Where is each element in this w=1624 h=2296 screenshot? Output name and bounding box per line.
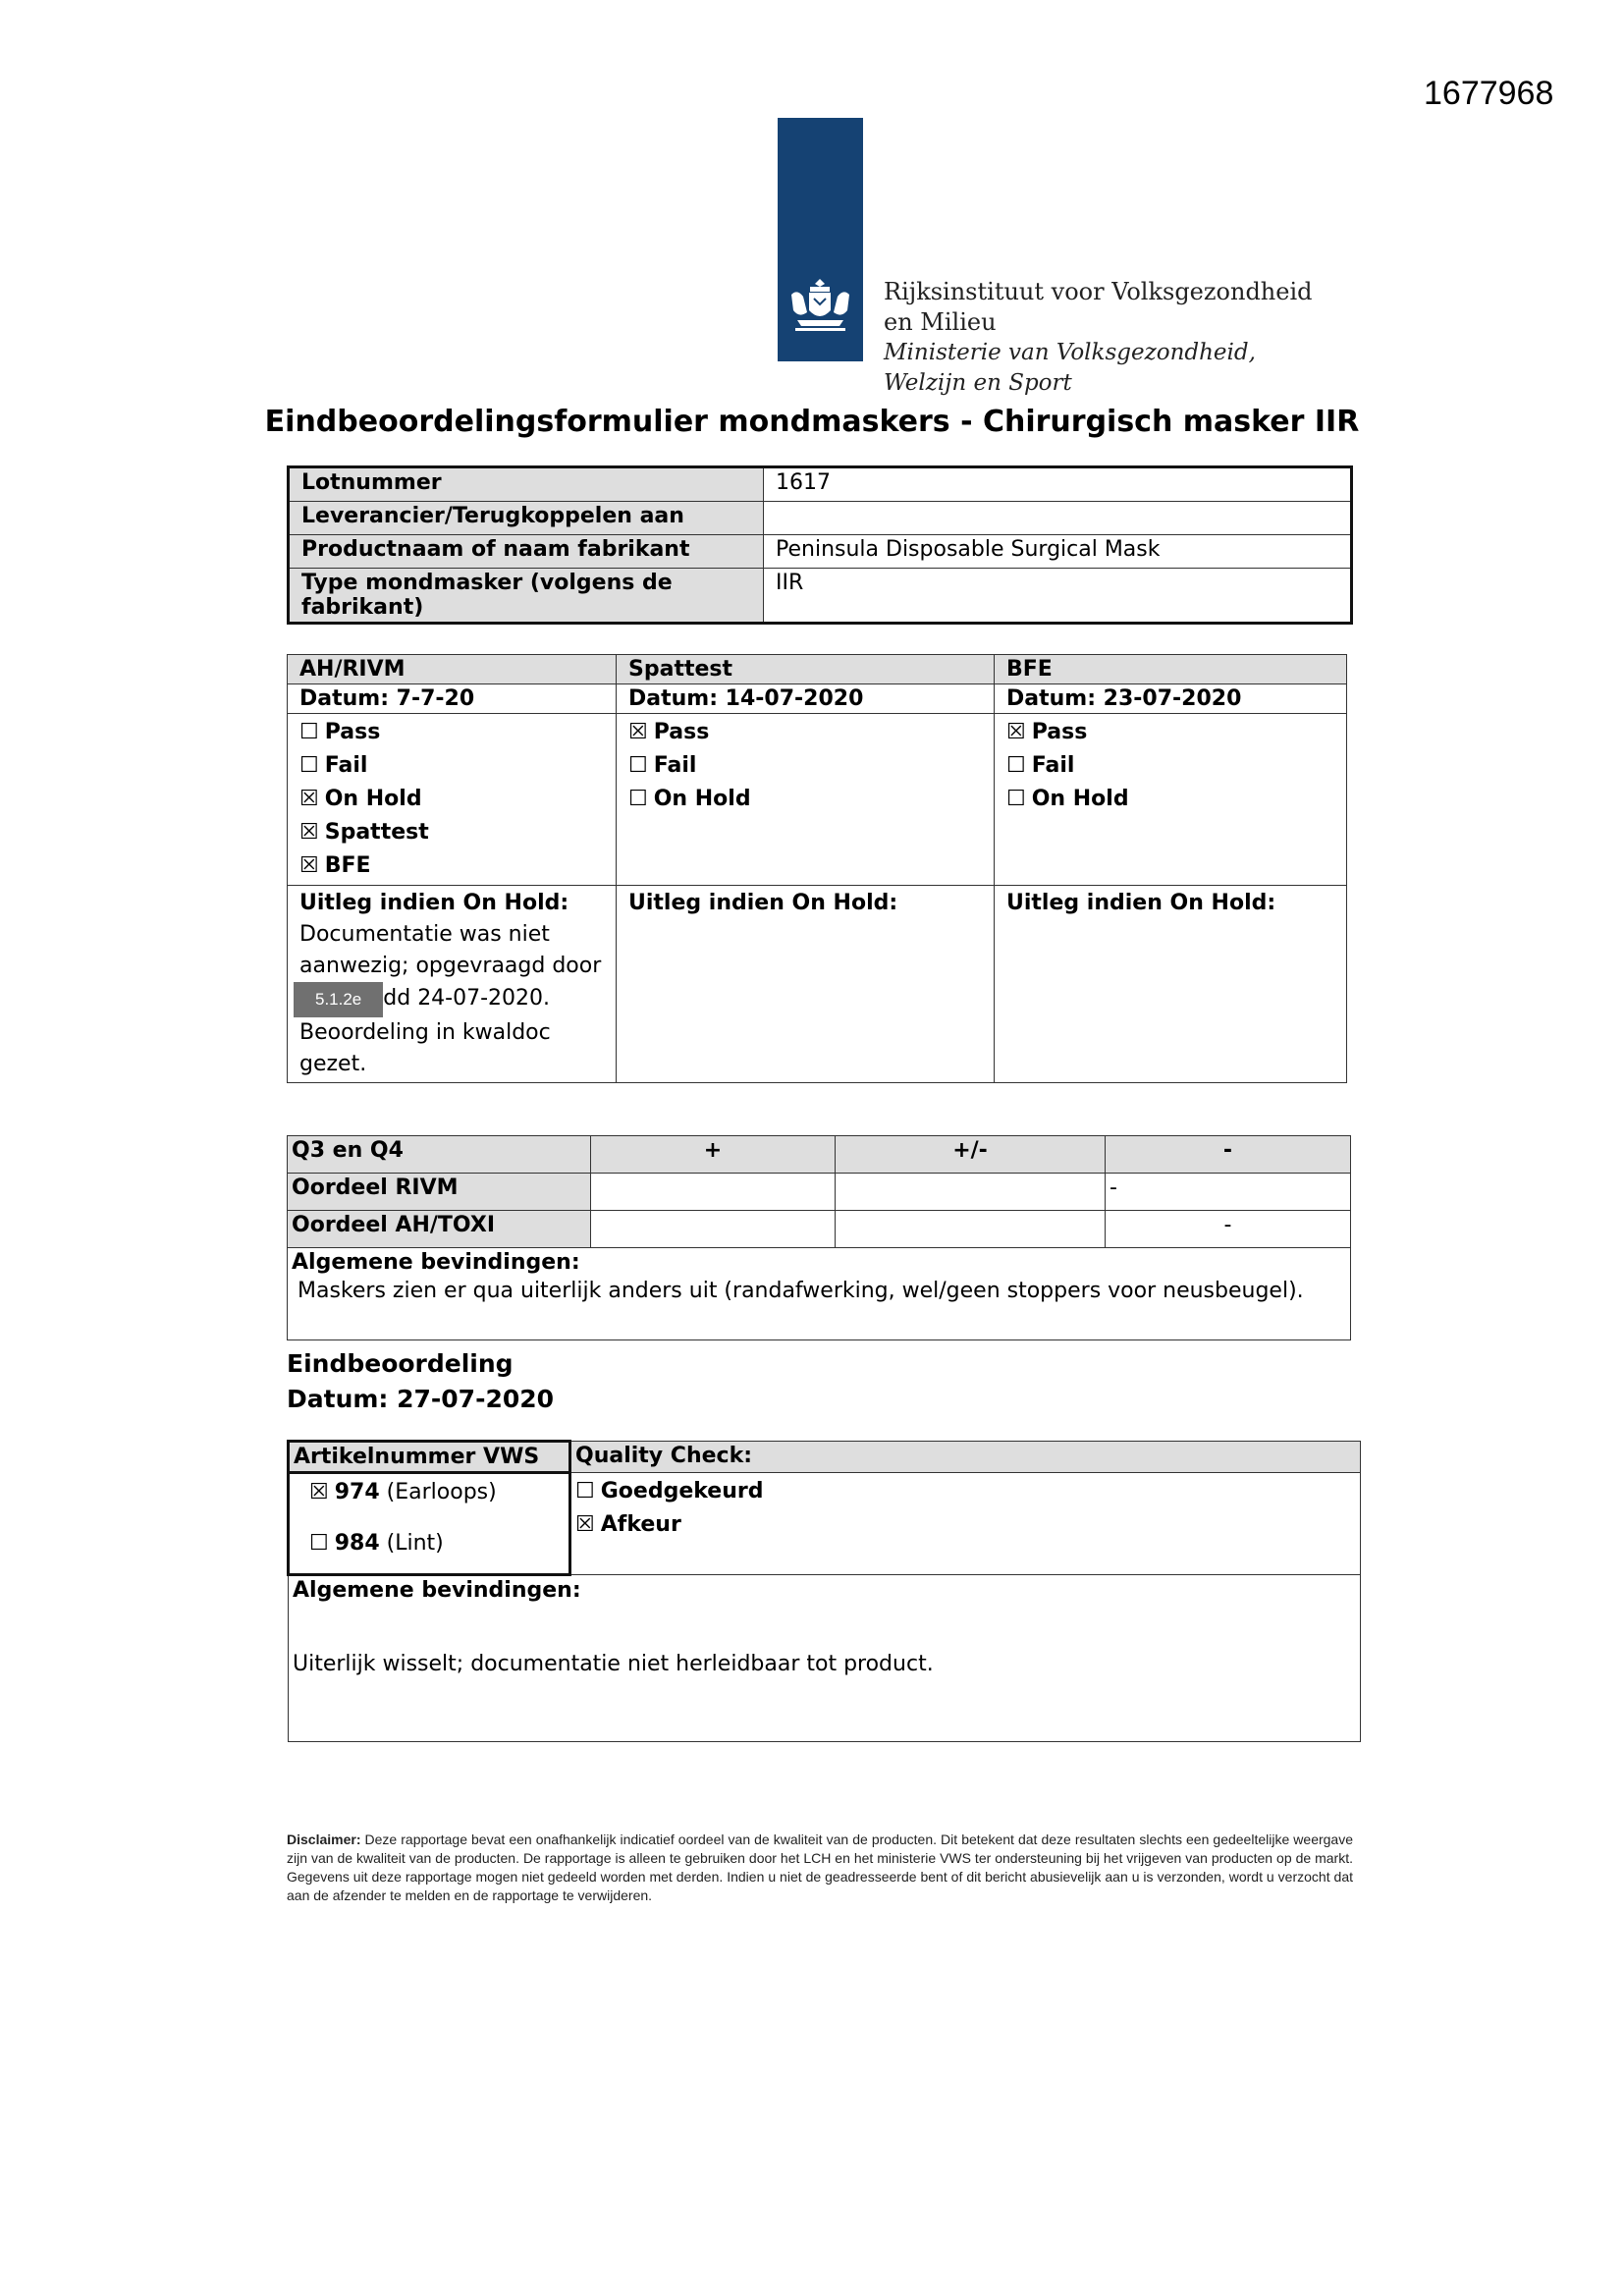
explanation-line bbox=[299, 982, 604, 1017]
disclaimer bbox=[287, 1831, 1353, 1905]
product-value: Peninsula Disposable Surgical Mask bbox=[764, 535, 1352, 569]
disclaimer-label: Disclaimer: bbox=[287, 1831, 361, 1847]
page-title bbox=[0, 405, 1624, 439]
test-results-table bbox=[287, 654, 1347, 1083]
q-row bbox=[288, 1174, 1351, 1211]
checkbox-label: On Hold bbox=[653, 787, 751, 811]
explanation-label: Uitleg indien On Hold: bbox=[299, 891, 569, 915]
disclaimer-text: Deze rapportage bevat een onafhankelijk indicatief oordeel van de kwaliteit van de producten. Dit betekent dat deze resultaten slechts een gedeeltelijke weergave zijn van de kwaliteit van de producten. De rapportage is alleen te gebruiken door het LCH en het ministerie VWS ter ondersteuning bij het vrijgeven van producten op de markt. Gegevens uit deze rapportage mogen niet gedeeld worden met derden. Indien u niet de geadresseerde bent of dit bericht abusievelijk aan u is verzonden, wordt u verzocht dat aan de afzender te melden en de rapportage te verwijderen. bbox=[287, 1831, 1353, 1903]
title-type: IIR bbox=[1314, 405, 1360, 439]
q-header-plus: + bbox=[591, 1136, 836, 1174]
article-desc: (Earloops) bbox=[379, 1480, 497, 1504]
checkbox-label: Pass bbox=[1031, 720, 1088, 744]
title-main: Eindbeoordelingsformulier mondmaskers - Chirurgisch masker bbox=[264, 405, 1315, 439]
document-number: 1677968 bbox=[1424, 75, 1554, 112]
checkbox-label: Afkeur bbox=[600, 1512, 681, 1537]
col-spattest-date: Datum: 14-07-2020 bbox=[617, 684, 995, 714]
checkbox-label: Fail bbox=[653, 753, 697, 778]
findings-text: Uiterlijk wisselt; documentatie niet herleidbaar tot product. bbox=[293, 1652, 934, 1676]
checkbox-icon: ☐ bbox=[628, 753, 648, 778]
col-bfe-date: Datum: 23-07-2020 bbox=[995, 684, 1347, 714]
explanation-label: Uitleg indien On Hold: bbox=[628, 891, 898, 915]
checkbox-icon: ☒ bbox=[1006, 720, 1026, 744]
checkbox-icon: ☐ bbox=[299, 720, 319, 744]
checkbox-label: BFE bbox=[324, 853, 371, 878]
q-header-minus: - bbox=[1106, 1136, 1351, 1174]
explanation-date: dd 24-07-2020. bbox=[383, 986, 551, 1011]
checkbox-label: Fail bbox=[324, 753, 368, 778]
q-header-label: Q3 en Q4 bbox=[288, 1136, 591, 1174]
col-ahrivm-checks bbox=[288, 714, 617, 886]
q-row bbox=[288, 1211, 1351, 1248]
checkbox-item bbox=[1006, 749, 1334, 783]
checkbox-item bbox=[299, 783, 604, 816]
product-row bbox=[289, 467, 1352, 502]
checkbox-item bbox=[1006, 783, 1334, 816]
checkbox-icon: ☐ bbox=[628, 787, 648, 811]
product-row bbox=[289, 535, 1352, 569]
q-findings-row bbox=[288, 1248, 1351, 1340]
checkbox-label: Fail bbox=[1031, 753, 1075, 778]
explanation-line: gezet. bbox=[299, 1052, 367, 1076]
product-value bbox=[764, 502, 1352, 535]
article-checks bbox=[289, 1473, 570, 1575]
q-cell bbox=[836, 1174, 1106, 1211]
final-findings-row bbox=[289, 1575, 1361, 1742]
test-header-row bbox=[288, 655, 1347, 684]
q-cell: - bbox=[1106, 1174, 1351, 1211]
test-checkbox-row bbox=[288, 714, 1347, 886]
organization-name bbox=[884, 277, 1313, 399]
checkbox-label: Pass bbox=[653, 720, 710, 744]
q-cell bbox=[591, 1174, 836, 1211]
product-row bbox=[289, 569, 1352, 624]
product-label: Leverancier/Terugkoppelen aan bbox=[289, 502, 764, 535]
col-ahrivm-date: Datum: 7-7-20 bbox=[288, 684, 617, 714]
crest-icon bbox=[778, 273, 863, 342]
col-bfe-explanation bbox=[995, 886, 1347, 1083]
findings-text: Maskers zien er qua uiterlijk anders uit (randafwerking, wel/geen stoppers voor neusbeugel). bbox=[298, 1279, 1304, 1303]
checkbox-label: Pass bbox=[324, 720, 381, 744]
final-assessment-table bbox=[287, 1440, 1361, 1742]
checkbox-label: Goedgekeurd bbox=[600, 1479, 764, 1503]
checkbox-item bbox=[299, 849, 604, 883]
product-value: 1617 bbox=[764, 467, 1352, 502]
test-explanation-row bbox=[288, 886, 1347, 1083]
checkbox-icon: ☐ bbox=[309, 1531, 329, 1556]
product-label: Type mondmasker (volgens de fabrikant) bbox=[289, 569, 764, 624]
checkbox-item bbox=[575, 1508, 1356, 1542]
checkbox-icon: ☒ bbox=[299, 820, 319, 845]
quality-check-checks bbox=[570, 1473, 1361, 1575]
checkbox-item bbox=[299, 749, 604, 783]
checkbox-item bbox=[628, 749, 982, 783]
findings-label: Algemene bevindingen: bbox=[292, 1250, 580, 1275]
final-header-row bbox=[289, 1442, 1361, 1473]
org-line-2: en Milieu bbox=[884, 308, 997, 336]
checkbox-label: On Hold bbox=[1031, 787, 1129, 811]
explanation-line: aanwezig; opgevraagd door bbox=[299, 954, 602, 978]
col-ahrivm-title: AH/RIVM bbox=[288, 655, 617, 684]
final-checkbox-row bbox=[289, 1473, 1361, 1575]
checkbox-item bbox=[299, 816, 604, 849]
checkbox-icon: ☐ bbox=[299, 753, 319, 778]
org-line-1: Rijksinstituut voor Volksgezondheid bbox=[884, 278, 1313, 305]
test-date-row bbox=[288, 684, 1347, 714]
org-line-3: Ministerie van Volksgezondheid, bbox=[884, 340, 1256, 365]
q-header-row bbox=[288, 1136, 1351, 1174]
checkbox-item bbox=[299, 716, 604, 749]
checkbox-item bbox=[1006, 716, 1334, 749]
checkbox-icon: ☐ bbox=[575, 1479, 595, 1503]
q-findings bbox=[288, 1248, 1351, 1340]
checkbox-item bbox=[309, 1527, 565, 1560]
article-desc: (Lint) bbox=[379, 1531, 444, 1556]
col-spattest-title: Spattest bbox=[617, 655, 995, 684]
explanation-label: Uitleg indien On Hold: bbox=[1006, 891, 1276, 915]
findings-label: Algemene bevindingen: bbox=[293, 1578, 581, 1603]
checkbox-label: On Hold bbox=[324, 787, 422, 811]
checkbox-label: Spattest bbox=[324, 820, 429, 845]
col-spattest-explanation bbox=[617, 886, 995, 1083]
col-spattest-checks bbox=[617, 714, 995, 886]
article-label: Artikelnummer VWS bbox=[289, 1442, 570, 1473]
product-label: Lotnummer bbox=[289, 467, 764, 502]
q3-q4-table bbox=[287, 1135, 1351, 1340]
col-bfe-checks bbox=[995, 714, 1347, 886]
product-table bbox=[287, 465, 1353, 625]
checkbox-item bbox=[309, 1476, 565, 1509]
checkbox-icon: ☒ bbox=[309, 1480, 329, 1504]
article-number: 974 bbox=[334, 1480, 380, 1504]
quality-check-label: Quality Check: bbox=[570, 1442, 1361, 1473]
checkbox-icon: ☐ bbox=[1006, 753, 1026, 778]
checkbox-icon: ☒ bbox=[299, 787, 319, 811]
q-header-plusminus: +/- bbox=[836, 1136, 1106, 1174]
explanation-line: Documentatie was niet bbox=[299, 922, 550, 947]
redaction-box: 5.1.2e bbox=[294, 982, 383, 1017]
q-cell bbox=[591, 1211, 836, 1248]
checkbox-item bbox=[628, 783, 982, 816]
product-label: Productnaam of naam fabrikant bbox=[289, 535, 764, 569]
checkbox-item bbox=[628, 716, 982, 749]
checkbox-item bbox=[575, 1475, 1356, 1508]
col-bfe-title: BFE bbox=[995, 655, 1347, 684]
final-date: Datum: 27-07-2020 bbox=[287, 1385, 555, 1413]
org-line-4: Welzijn en Sport bbox=[884, 370, 1072, 396]
checkbox-icon: ☒ bbox=[628, 720, 648, 744]
checkbox-icon: ☐ bbox=[1006, 787, 1026, 811]
final-heading: Eindbeoordeling bbox=[287, 1349, 514, 1378]
final-findings bbox=[289, 1575, 1361, 1742]
q-cell: - bbox=[1106, 1211, 1351, 1248]
q-row-label: Oordeel AH/TOXI bbox=[288, 1211, 591, 1248]
checkbox-icon: ☒ bbox=[575, 1512, 595, 1537]
article-number: 984 bbox=[334, 1531, 380, 1556]
explanation-line: Beoordeling in kwaldoc bbox=[299, 1020, 551, 1045]
checkbox-icon: ☒ bbox=[299, 853, 319, 878]
q-cell bbox=[836, 1211, 1106, 1248]
product-row bbox=[289, 502, 1352, 535]
col-ahrivm-explanation bbox=[288, 886, 617, 1083]
q-row-label: Oordeel RIVM bbox=[288, 1174, 591, 1211]
product-value: IIR bbox=[764, 569, 1352, 624]
